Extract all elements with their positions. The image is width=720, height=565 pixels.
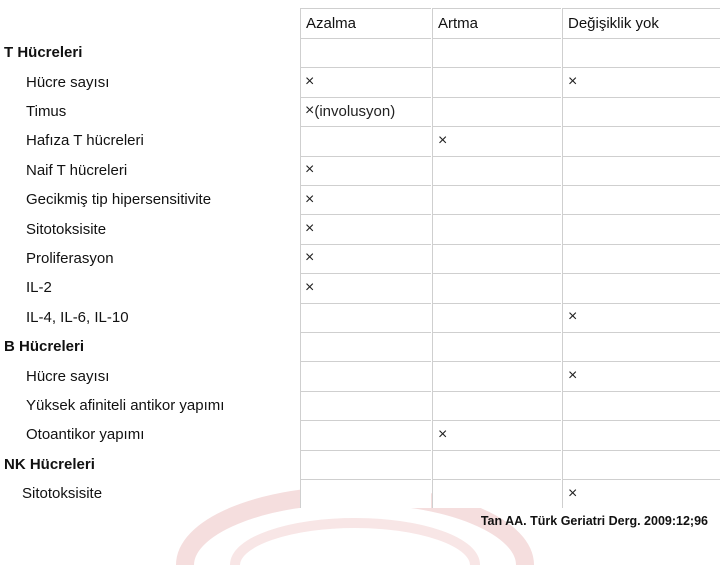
grid-cell [432,156,561,185]
grid-cell [432,273,561,302]
grid-cell [562,479,720,508]
x-mark-symbol: × [568,73,578,91]
section-header: NK Hücreleri [4,455,95,473]
grid-cell [300,450,431,479]
grid-cell [432,126,561,155]
row-label: Timus [26,102,67,120]
grid-cell [562,126,720,155]
grid-cell [562,214,720,243]
x-mark-symbol: × [305,73,315,91]
row-label: Gecikmiş tip hipersensitivite [26,191,212,209]
x-mark [568,479,577,508]
grid-cell [300,126,431,155]
grid-cell [432,391,561,420]
grid-cell [562,303,720,332]
grid-cell [300,332,431,361]
grid-cell [300,479,431,508]
x-mark-symbol: × [305,190,315,208]
row-label: Sitotoksisite [26,220,107,238]
grid-cell [432,244,561,273]
grid-cell [562,273,720,302]
grid-cell [562,38,720,67]
column-header: Azalma [306,14,357,32]
grid-cell [300,361,431,390]
grid-cell [432,38,561,67]
grid-cell [432,450,561,479]
column-header: Değişiklik yok [568,14,659,32]
grid-cell [300,244,431,273]
grid-cell [432,185,561,214]
grid-cell [562,332,720,361]
x-mark [305,244,314,273]
x-mark-symbol: × [438,131,448,149]
grid-cell [562,185,720,214]
x-mark-symbol: × [305,249,315,267]
grid-cell [432,332,561,361]
grid-cell [562,97,720,126]
x-mark-symbol: × [305,278,315,296]
mark-note: (involusyon) [314,102,396,120]
row-label: Sitotoksisite [22,485,103,503]
row-label: Hücre sayısı [26,367,110,385]
grid-cell [562,156,720,185]
x-mark [305,67,314,96]
grid-cell [300,420,431,449]
column-header: Artma [438,14,479,32]
grid-cell [432,67,561,96]
row-label: Naif T hücreleri [26,161,128,179]
x-mark-symbol: × [438,425,448,443]
grid-cell [300,214,431,243]
grid-cell [432,97,561,126]
row-label: Otoantikor yapımı [26,426,145,444]
grid-cell [300,273,431,302]
row-label: Hücre sayısı [26,73,110,91]
grid-cell [562,361,720,390]
x-mark [305,214,314,243]
grid-cell [300,185,431,214]
grid-cell [432,420,561,449]
x-mark-symbol: × [568,484,578,502]
x-mark-symbol: × [568,308,578,326]
row-label: IL-4, IL-6, IL-10 [26,308,129,326]
x-mark [305,273,314,302]
x-mark [438,126,447,155]
grid-cell [432,361,561,390]
grid-cell [562,391,720,420]
grid-cell [300,391,431,420]
x-mark [568,67,577,96]
grid-cell [562,244,720,273]
grid-cell [300,67,431,96]
x-mark-symbol: × [305,161,315,179]
x-mark [305,185,314,214]
x-mark [305,97,395,126]
x-mark [305,156,314,185]
x-mark-symbol: × [305,220,315,238]
grid-cell [300,38,431,67]
row-label: IL-2 [26,279,52,297]
x-mark [568,361,577,390]
row-label: Proliferasyon [26,249,114,267]
grid-cell [300,303,431,332]
grid-cell [432,479,561,508]
grid-cell [562,67,720,96]
citation: Tan AA. Türk Geriatri Derg. 2009:12;96 [480,514,708,528]
grid-cell [300,156,431,185]
x-mark [568,303,577,332]
grid-cell [432,303,561,332]
x-mark [438,420,447,449]
grid-cell [562,420,720,449]
grid-cell [562,450,720,479]
row-label: Yüksek afiniteli antikor yapımı [26,396,225,414]
grid-cell [432,214,561,243]
x-mark-symbol: × [568,367,578,385]
x-mark-symbol: × [305,102,315,120]
section-header: T Hücreleri [4,44,83,62]
section-header: B Hücreleri [4,338,85,356]
row-label: Hafıza T hücreleri [26,132,144,150]
